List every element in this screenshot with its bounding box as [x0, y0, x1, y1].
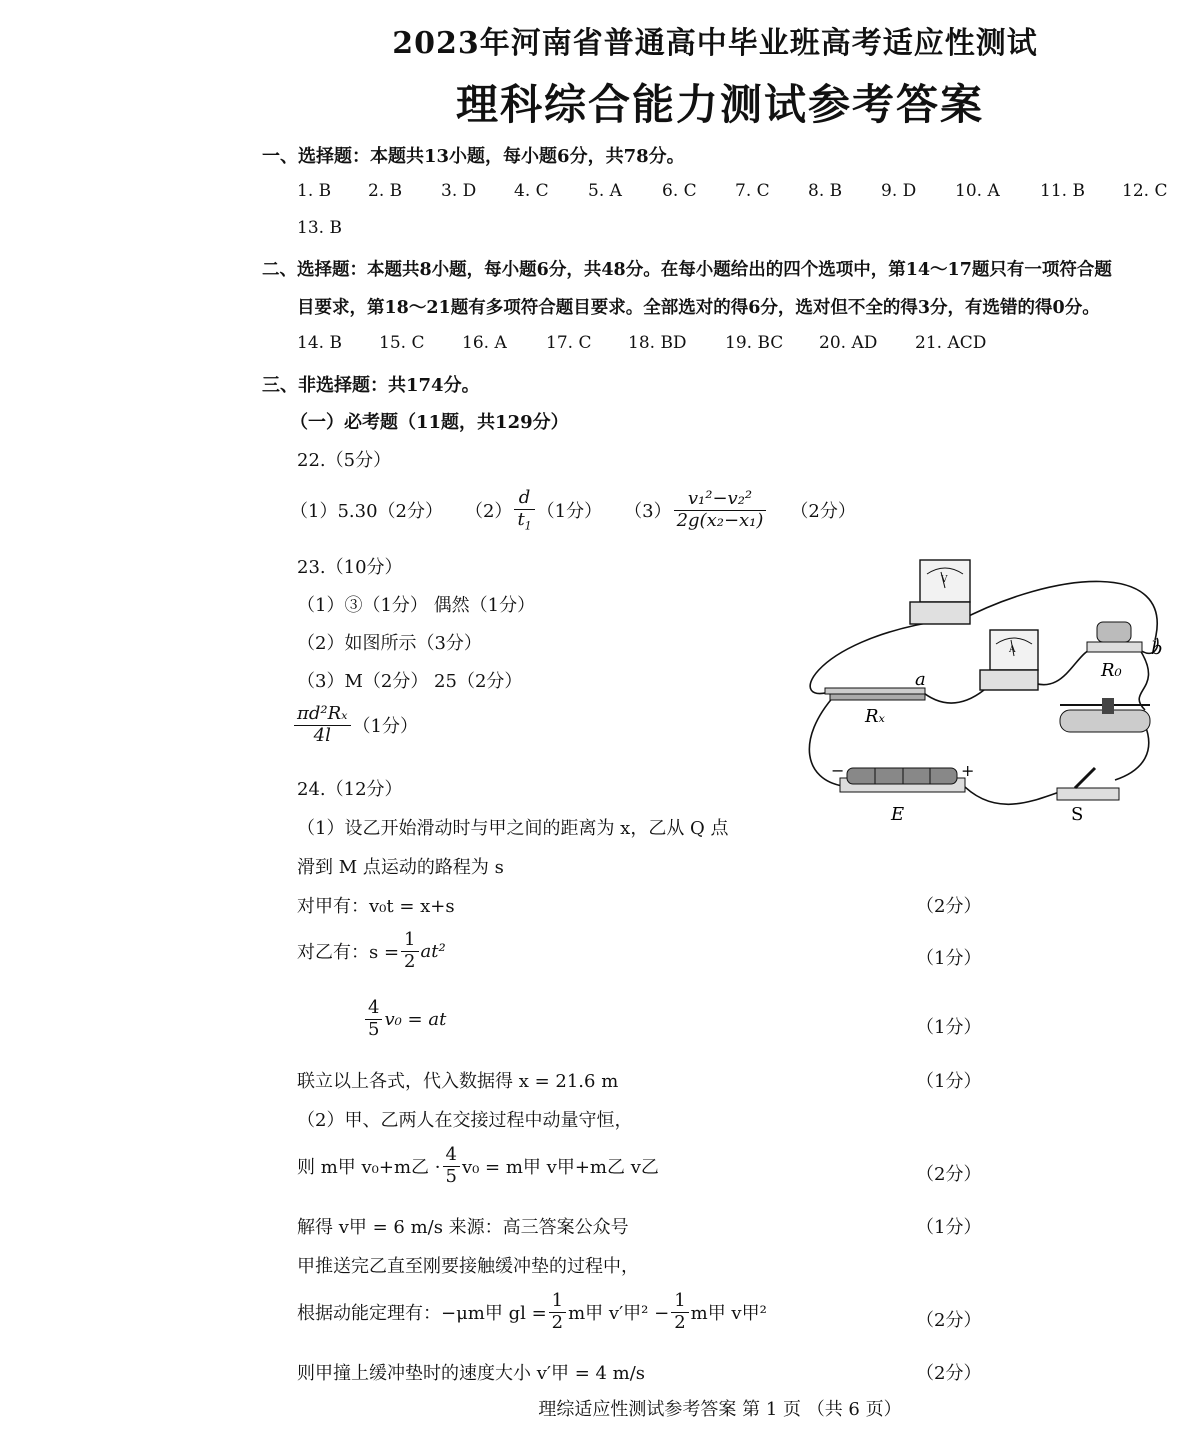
- answer-item: 12. C: [1122, 181, 1168, 201]
- answer-item: 13. B: [297, 218, 342, 238]
- answer-item: 18. BD: [628, 333, 687, 353]
- section2-heading-line1: 二、选择题：本题共8小题，每小题6分，共48分。在每小题给出的四个选项中，第14～17题只有一项符合题: [262, 260, 1112, 280]
- circuit-diagram: [795, 550, 1175, 830]
- answer-item: 14. B: [297, 333, 342, 353]
- label-plus: +: [961, 761, 975, 780]
- q23-line1: （1）③（1分） 偶然（1分）: [297, 595, 536, 616]
- q23-formula-score: （1分）: [352, 716, 418, 738]
- eq3-fraction: [365, 998, 382, 1040]
- switch-icon: [1057, 768, 1119, 800]
- q24-eq3: [363, 998, 446, 1040]
- fraction-numerator: 4: [443, 1145, 460, 1167]
- section1-heading: 一、选择题：本题共13小题，每小题6分，共78分。: [262, 146, 685, 167]
- answer-item: 9. D: [881, 181, 917, 201]
- label-r0: R₀: [1101, 660, 1122, 681]
- resistor-r0-icon: [1087, 622, 1142, 652]
- fraction-denominator: 2g(x₂−x₁): [676, 509, 764, 531]
- fraction-numerator: d: [514, 488, 534, 510]
- fraction-denominator: 2: [674, 1311, 686, 1333]
- answer-item: 21. ACD: [915, 333, 987, 353]
- q23-formula: [292, 704, 418, 746]
- wire: [1139, 650, 1148, 710]
- fraction-denominator: 2: [404, 950, 416, 972]
- answer-item: 17. C: [546, 333, 592, 353]
- q22-part2-score: （1分）: [536, 501, 603, 523]
- den-sub: 1: [524, 519, 532, 533]
- eq7-mid: m甲 v′甲² −: [568, 1303, 670, 1325]
- voltmeter-icon: [910, 560, 970, 624]
- answer-item: 10. A: [955, 181, 1000, 201]
- q24-eq7-score: （2分）: [916, 1310, 982, 1331]
- answer-item: 2. B: [368, 181, 403, 201]
- rheostat-icon: [1060, 698, 1150, 732]
- label-a: a: [915, 669, 926, 690]
- q24-eq3-score: （1分）: [916, 1017, 982, 1038]
- fraction-numerator: 1: [671, 1291, 688, 1313]
- q22-title: 22.（5分）: [297, 450, 392, 471]
- q24-eq4-score: （1分）: [916, 1071, 982, 1092]
- eq7-suffix: m甲 v甲²: [690, 1303, 767, 1325]
- q23-title: 23.（10分）: [297, 557, 403, 578]
- answer-item: 15. C: [379, 333, 425, 353]
- fraction-denominator: 2: [551, 1311, 564, 1333]
- fraction-numerator: 1: [401, 930, 418, 952]
- q22-part3-fraction: [674, 489, 767, 531]
- answer-item: 20. AD: [819, 333, 878, 353]
- answer-item: 8. B: [808, 181, 843, 201]
- den-main: t: [517, 508, 525, 530]
- label-rx: Rₓ: [865, 706, 885, 727]
- answer-item: 5. A: [588, 181, 622, 201]
- eq5-prefix: 则 m甲 v₀+m乙 ·: [297, 1157, 441, 1179]
- answer-item: 7. C: [735, 181, 770, 201]
- ammeter-icon: [980, 630, 1038, 690]
- page-footer: 理综适应性测试参考答案 第 1 页 （共 6 页）: [538, 1399, 902, 1420]
- q22-part3-prefix: （3）: [624, 501, 672, 523]
- answer-item: 1. B: [297, 181, 332, 201]
- section3-subheading: （一）必考题（11题，共129分）: [290, 412, 569, 433]
- eq7-prefix: 根据动能定理有：−μm甲 gl =: [297, 1303, 547, 1325]
- q24-line-push: 甲推送完乙直至刚要接触缓冲垫的过程中，: [297, 1256, 639, 1277]
- eq5-suffix: v₀ = m甲 v甲+m乙 v乙: [461, 1157, 659, 1179]
- answer-item: 3. D: [441, 181, 477, 201]
- label-e: E: [891, 804, 905, 825]
- q22-part2-prefix: （2）: [464, 501, 513, 523]
- q23-line3: （3）M（2分） 25（2分）: [297, 671, 523, 692]
- q22-part2-fraction: [514, 488, 534, 533]
- fraction-denominator: 5: [445, 1165, 457, 1187]
- section2-heading-line2: 目要求，第18～21题有多项符合题目要求。全部选对的得6分，选对但不全的得3分，有选错的得0分。: [297, 298, 1100, 318]
- answer-item: 19. BC: [725, 333, 784, 353]
- wire: [1115, 725, 1149, 780]
- voltmeter-label: V: [941, 575, 948, 585]
- q24-eq2: [297, 930, 446, 972]
- fraction-denominator: 4l: [313, 724, 331, 746]
- q23-fraction: [294, 704, 351, 746]
- label-b: b: [1151, 638, 1163, 659]
- eq2-fraction: [401, 930, 418, 972]
- q24-eq6-score: （1分）: [916, 1217, 982, 1238]
- fraction-numerator: πd²Rₓ: [294, 704, 351, 726]
- q24-eq2-score: （1分）: [916, 948, 982, 969]
- eq5-fraction: [443, 1145, 460, 1187]
- eq3-suffix: v₀ = at: [384, 1008, 447, 1030]
- fraction-denominator: [514, 510, 534, 533]
- q24-eq8: 则甲撞上缓冲垫时的速度大小 v′甲 = 4 m/s: [297, 1363, 646, 1384]
- page-title-line2: 理科综合能力测试参考答案: [455, 80, 984, 129]
- section3-heading: 三、非选择题：共174分。: [262, 375, 480, 396]
- q24-eq4: 联立以上各式，代入数据得 x = 21.6 m: [297, 1071, 619, 1092]
- eq2-suffix: at²: [420, 940, 446, 962]
- label-minus: −: [831, 761, 845, 780]
- q24-eq8-score: （2分）: [916, 1363, 982, 1384]
- answer-item: 11. B: [1040, 181, 1085, 201]
- q24-part2-intro: （2）甲、乙两人在交接过程中动量守恒，: [297, 1110, 633, 1131]
- q22-part3-score: （2分）: [790, 501, 856, 523]
- battery-icon: [840, 768, 965, 792]
- fraction-denominator: 5: [368, 1018, 380, 1040]
- eq2-prefix: 对乙有：s =: [297, 942, 400, 964]
- q22-answers: [290, 488, 856, 533]
- q24-intro-line2: 滑到 M 点运动的路程为 s: [297, 857, 504, 878]
- page-title-line1: 2023年河南省普通高中毕业班高考适应性测试: [392, 26, 1038, 61]
- answer-item: 4. C: [514, 181, 549, 201]
- fraction-numerator: 1: [549, 1291, 566, 1313]
- answer-item: 16. A: [462, 333, 507, 353]
- label-s: S: [1071, 804, 1084, 825]
- eq7-fraction1: [549, 1291, 566, 1333]
- fraction-numerator: v₁²−v₂²: [674, 489, 767, 511]
- q24-eq6: 解得 v甲 = 6 m/s 来源：高三答案公众号: [297, 1217, 629, 1238]
- q24-title: 24.（12分）: [297, 779, 403, 800]
- ammeter-label: A: [1009, 645, 1016, 655]
- eq7-fraction2: [671, 1291, 688, 1333]
- q24-eq1-score: （2分）: [916, 896, 982, 917]
- q22-part1: （1）5.30（2分）: [290, 501, 443, 523]
- q23-line2: （2）如图所示（3分）: [297, 633, 482, 654]
- q24-eq5: [297, 1145, 659, 1187]
- wire: [960, 782, 1065, 804]
- q24-intro-line1: （1）设乙开始滑动时与甲之间的距离为 x，乙从 Q 点: [297, 818, 729, 839]
- q24-eq5-score: （2分）: [916, 1164, 982, 1185]
- q24-eq7: [297, 1291, 767, 1333]
- answer-item: 6. C: [662, 181, 697, 201]
- fraction-numerator: 4: [365, 998, 382, 1020]
- resistor-rx-icon: [825, 688, 925, 700]
- q24-eq1: 对甲有：v₀t = x+s: [297, 896, 455, 917]
